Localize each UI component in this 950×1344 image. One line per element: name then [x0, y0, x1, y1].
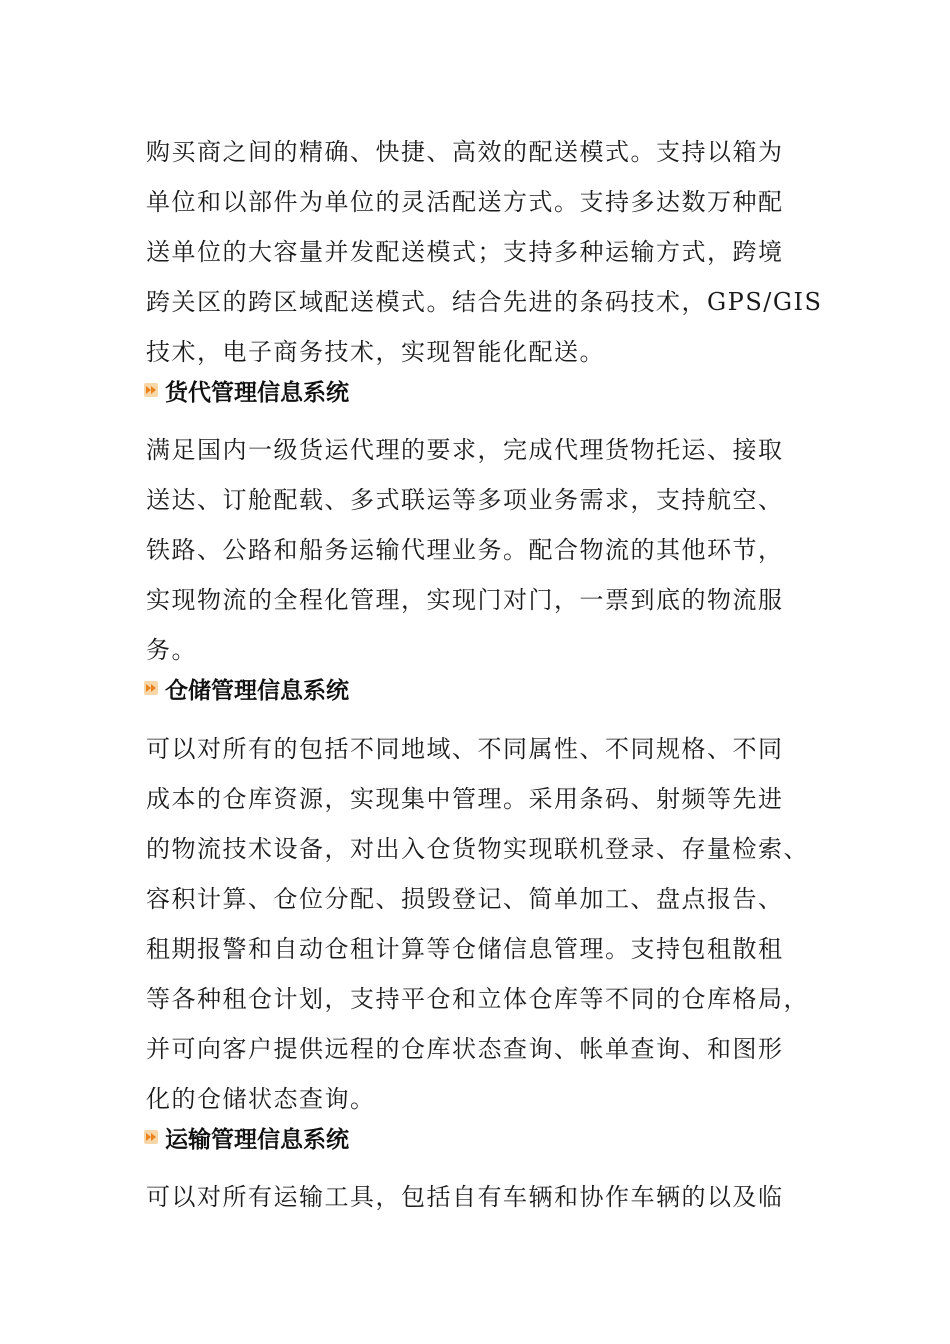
text-line: 实现物流的全程化管理，实现门对门，一票到底的物流服	[146, 586, 784, 614]
text-line: 满足国内一级货运代理的要求，完成代理货物托运、接取	[146, 436, 784, 464]
paragraph-transport	[146, 1172, 806, 1222]
paragraph-warehouse	[146, 724, 809, 1124]
text-line: 成本的仓库资源，实现集中管理。采用条码、射频等先进	[146, 785, 784, 813]
text-line: 送达、订舱配载、多式联运等多项业务需求，支持航空、	[146, 486, 784, 514]
heading-text: 货代管理信息系统	[165, 379, 349, 406]
text-line: 务。	[146, 636, 197, 664]
text-line: 容积计算、仓位分配、损毁登记、简单加工、盘点报告、	[146, 885, 784, 913]
paragraph-delivery	[146, 127, 823, 377]
orange-bullet-icon	[143, 382, 159, 398]
heading-text: 运输管理信息系统	[165, 1126, 349, 1153]
text-line: 化的仓储状态查询。	[146, 1085, 376, 1113]
text-line: 租期报警和自动仓租计算等仓储信息管理。支持包租散租	[146, 935, 784, 963]
text-line: 的物流技术设备，对出入仓货物实现联机登录、存量检索、	[146, 835, 809, 863]
text-line: 送单位的大容量并发配送模式；支持多种运输方式，跨境	[146, 238, 784, 266]
heading-text: 仓储管理信息系统	[165, 677, 349, 704]
text-line: 等各种租仓计划，支持平仓和立体仓库等不同的仓库格局，	[146, 985, 809, 1013]
text-line: 并可向客户提供远程的仓库状态查询、帐单查询、和图形	[146, 1035, 784, 1063]
orange-bullet-icon	[143, 680, 159, 696]
text-line: 购买商之间的精确、快捷、高效的配送模式。支持以箱为	[146, 138, 784, 166]
paragraph-freight	[146, 425, 806, 675]
text-line: 跨关区的跨区域配送模式。结合先进的条码技术，GPS/GIS	[146, 288, 823, 316]
orange-bullet-icon	[143, 1129, 159, 1145]
section-heading-transport	[143, 1121, 349, 1153]
text-line: 单位和以部件为单位的灵活配送方式。支持多达数万种配	[146, 188, 784, 216]
text-line: 技术，电子商务技术，实现智能化配送。	[146, 338, 605, 366]
section-heading-freight	[143, 374, 349, 406]
text-line: 铁路、公路和船务运输代理业务。配合物流的其他环节，	[146, 536, 784, 564]
text-line: 可以对所有运输工具，包括自有车辆和协作车辆的以及临	[146, 1183, 784, 1211]
text-line: 可以对所有的包括不同地域、不同属性、不同规格、不同	[146, 735, 784, 763]
section-heading-warehouse	[143, 672, 349, 704]
